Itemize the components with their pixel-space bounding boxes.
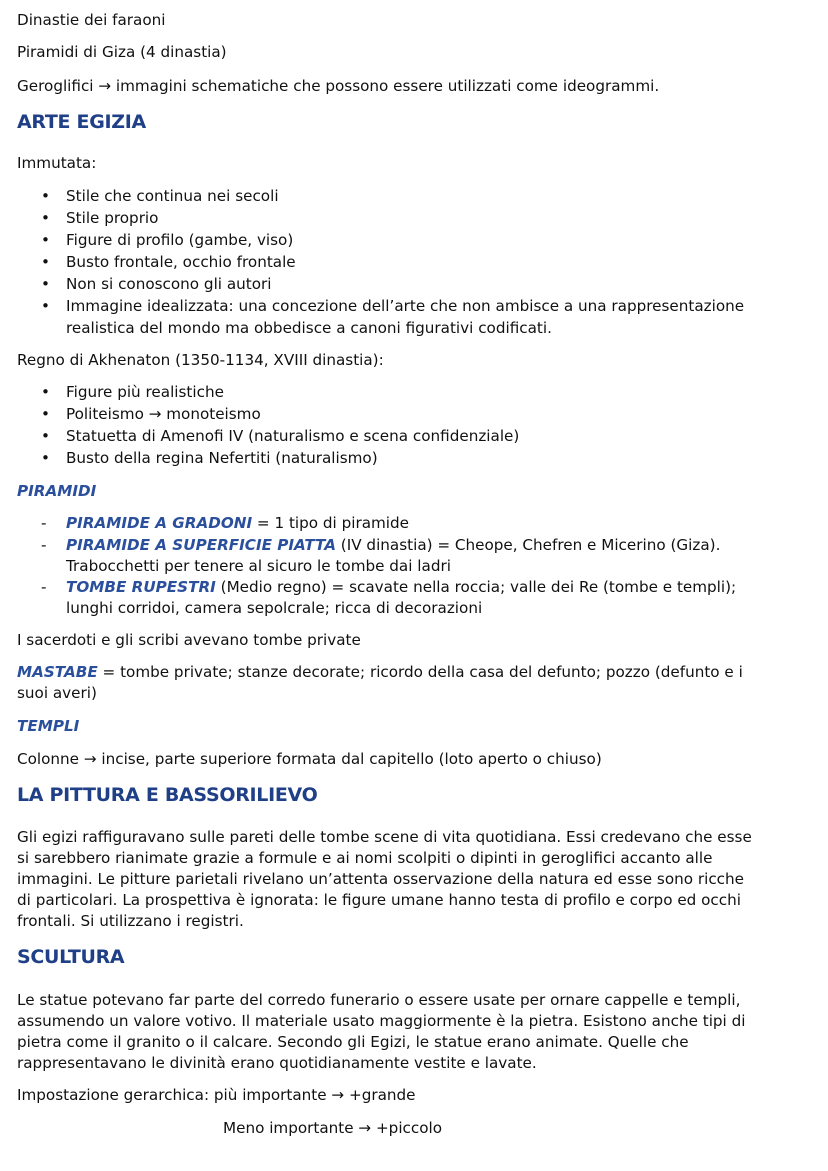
bullet-icon: •: [41, 253, 50, 271]
heading-templi: TEMPLI: [17, 717, 80, 735]
mastabe-continuation: suoi averi): [17, 684, 97, 702]
bullet-icon: •: [41, 383, 50, 401]
bullet-icon: •: [41, 427, 50, 445]
regno-akhenaton-label: Regno di Akhenaton (1350-1134, XVIII dinastia):: [17, 351, 384, 369]
piramide-item: [66, 577, 736, 597]
piramide-item-continuation: Trabocchetti per tenere al sicuro le tombe dai ladri: [66, 557, 451, 575]
piramide-text: = 1 tipo di piramide: [252, 514, 410, 532]
dash-icon: -: [41, 514, 47, 532]
intro-line-geroglifici: Geroglifici → immagini schematiche che possono essere utilizzati come ideogrammi.: [17, 77, 660, 95]
piramide-item-continuation: lunghi corridoi, camera sepolcrale; ricca di decorazioni: [66, 599, 483, 617]
list-item-continuation: realistica del mondo ma obbedisce a canoni figurativi codificati.: [66, 319, 552, 337]
bullet-icon: •: [41, 187, 50, 205]
mastabe-key: MASTABE: [17, 663, 98, 681]
bullet-icon: •: [41, 449, 50, 467]
gerarchia-line-2: Meno importante → +piccolo: [223, 1119, 443, 1137]
dash-icon: -: [41, 578, 47, 596]
pittura-paragraph-line: frontali. Si utilizzano i registri.: [17, 912, 244, 930]
piramide-item: [66, 513, 409, 533]
list-item: Busto della regina Nefertiti (naturalismo): [66, 449, 378, 467]
piramide-text: (Medio regno) = scavate nella roccia; valle dei Re (tombe e templi);: [215, 578, 737, 596]
list-item: Figure più realistiche: [66, 383, 224, 401]
bullet-icon: •: [41, 275, 50, 293]
heading-piramidi: PIRAMIDI: [17, 482, 97, 500]
pittura-paragraph-line: di particolari. La prospettiva è ignorata: le figure umane hanno testa di profilo e corpo ed occhi: [17, 891, 741, 909]
list-item: Busto frontale, occhio frontale: [66, 253, 296, 271]
pittura-paragraph-line: immagini. Le pitture parietali rivelano un’attenta osservazione della natura ed esse sono ricche: [17, 870, 744, 888]
bullet-icon: •: [41, 209, 50, 227]
gerarchia-line-1: Impostazione gerarchica: più importante → +grande: [17, 1086, 416, 1104]
list-item: Non si conoscono gli autori: [66, 275, 272, 293]
mastabe-line: [17, 662, 743, 682]
scultura-paragraph-line: rappresentavano le divinità erano quotidianamente vestite e lavate.: [17, 1054, 537, 1072]
piramide-key: TOMBE RUPESTRI: [66, 578, 216, 596]
heading-pittura: LA PITTURA E BASSORILIEVO: [17, 784, 318, 806]
pittura-paragraph-line: si sarebbero rianimate grazie a formule e ai nomi scolpiti o dipinti in geroglifici accanto alle: [17, 849, 713, 867]
intro-line-piramidi-giza: Piramidi di Giza (4 dinastia): [17, 43, 227, 61]
templi-colonne-line: Colonne → incise, parte superiore formata dal capitello (loto aperto o chiuso): [17, 750, 602, 768]
list-item: Statuetta di Amenofi IV (naturalismo e scena confidenziale): [66, 427, 520, 445]
scultura-paragraph-line: assumendo un valore votivo. Il materiale usato maggiormente è la pietra. Esistono anche tipi di: [17, 1012, 746, 1030]
intro-line-dinastie: Dinastie dei faraoni: [17, 11, 166, 29]
list-item: Politeismo → monoteismo: [66, 405, 261, 423]
mastabe-text: = tombe private; stanze decorate; ricordo della casa del defunto; pozzo (defunto e i: [97, 663, 743, 681]
scultura-paragraph-line: Le statue potevano far parte del corredo funerario o essere usate per ornare cappelle e templi,: [17, 991, 741, 1009]
list-item: Immagine idealizzata: una concezione dell’arte che non ambisce a una rappresentazione: [66, 297, 745, 315]
piramide-item: [66, 535, 720, 555]
bullet-icon: •: [41, 405, 50, 423]
list-item: Stile proprio: [66, 209, 159, 227]
heading-scultura: SCULTURA: [17, 946, 125, 968]
pittura-paragraph-line: Gli egizi raffiguravano sulle pareti delle tombe scene di vita quotidiana. Essi credevano che esse: [17, 828, 752, 846]
piramide-key: PIRAMIDE A GRADONI: [66, 514, 253, 532]
arte-immutata-label: Immutata:: [17, 154, 97, 172]
sacerdoti-line: I sacerdoti e gli scribi avevano tombe private: [17, 631, 361, 649]
list-item: Stile che continua nei secoli: [66, 187, 279, 205]
bullet-icon: •: [41, 297, 50, 315]
list-item: Figure di profilo (gambe, viso): [66, 231, 294, 249]
heading-arte-egizia: ARTE EGIZIA: [17, 111, 146, 133]
dash-icon: -: [41, 536, 47, 554]
bullet-icon: •: [41, 231, 50, 249]
piramide-key: PIRAMIDE A SUPERFICIE PIATTA: [66, 536, 336, 554]
piramide-text: (IV dinastia) = Cheope, Chefren e Micerino (Giza).: [335, 536, 721, 554]
scultura-paragraph-line: pietra come il granito o il calcare. Secondo gli Egizi, le statue erano animate. Quelle che: [17, 1033, 689, 1051]
